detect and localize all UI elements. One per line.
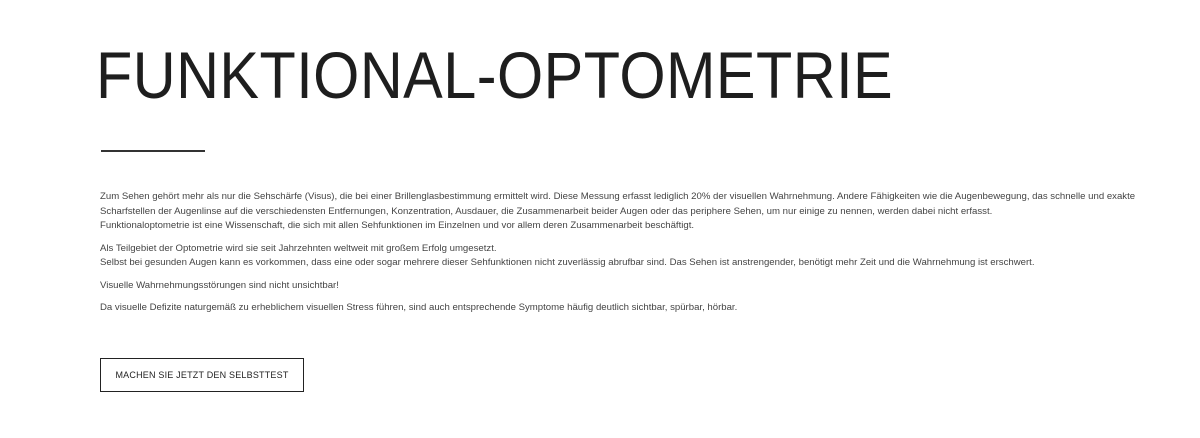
paragraph-2-line-2: Selbst bei gesunden Augen kann es vorkommen, dass eine oder sogar mehrere dieser Sehfunktionen nicht zuverlässig abrufbar sind. Das Sehen ist anstrengender, benötigt mehr Zeit und die Wahrnehmung ist erschwert. [100,257,1035,268]
paragraph-3-line-1: Visuelle Wahrnehmungsstörungen sind nicht unsichtbar! [100,279,339,291]
selbsttest-button[interactable]: MACHEN SIE JETZT DEN SELBSTTEST [100,358,304,392]
paragraph-1-line-1: Zum Sehen gehört mehr als nur die Sehschärfe (Visus), die bei einer Brillenglasbestimmung ermittelt wird. Diese Messung erfasst lediglich 20% der visuellen Wahrnehmung. Andere Fähigkeiten wie die Augenbewegung, das schnelle und exakte [100,191,1136,202]
paragraph-3 [100,279,1100,294]
paragraph-4 [100,301,1100,316]
paragraph-1-line-2: Scharfstellen der Augenlinse auf die verschiedensten Entfernungen, Konzentration, Ausdauer, die Zusammenarbeit beider Augen oder das periphere Sehen, um nur einige zu nennen, werden dabei nicht erfasst. [100,205,993,217]
paragraph-1-line-3: Funktionaloptometrie ist eine Wissenschaft, die sich mit allen Sehfunktionen im Einzelnen und vor allem deren Zusammenarbeit beschäftigt. [100,220,695,231]
paragraph-2 [100,242,1100,271]
paragraph-1 [100,190,1136,234]
paragraph-2-line-1: Als Teilgebiet der Optometrie wird sie seit Jahrzehnten weltweit mit großem Erfolg umgesetzt. [100,242,497,254]
paragraph-4-line-1: Da visuelle Defizite naturgemäß zu erheblichem visuellen Stress führen, sind auch entsprechende Symptome häufig deutlich sichtbar, spürbar, hörbar. [100,302,738,313]
intro-text [100,190,1136,324]
page-title: FUNKTIONAL-OPTOMETRIE [96,38,894,112]
title-divider [101,150,205,152]
